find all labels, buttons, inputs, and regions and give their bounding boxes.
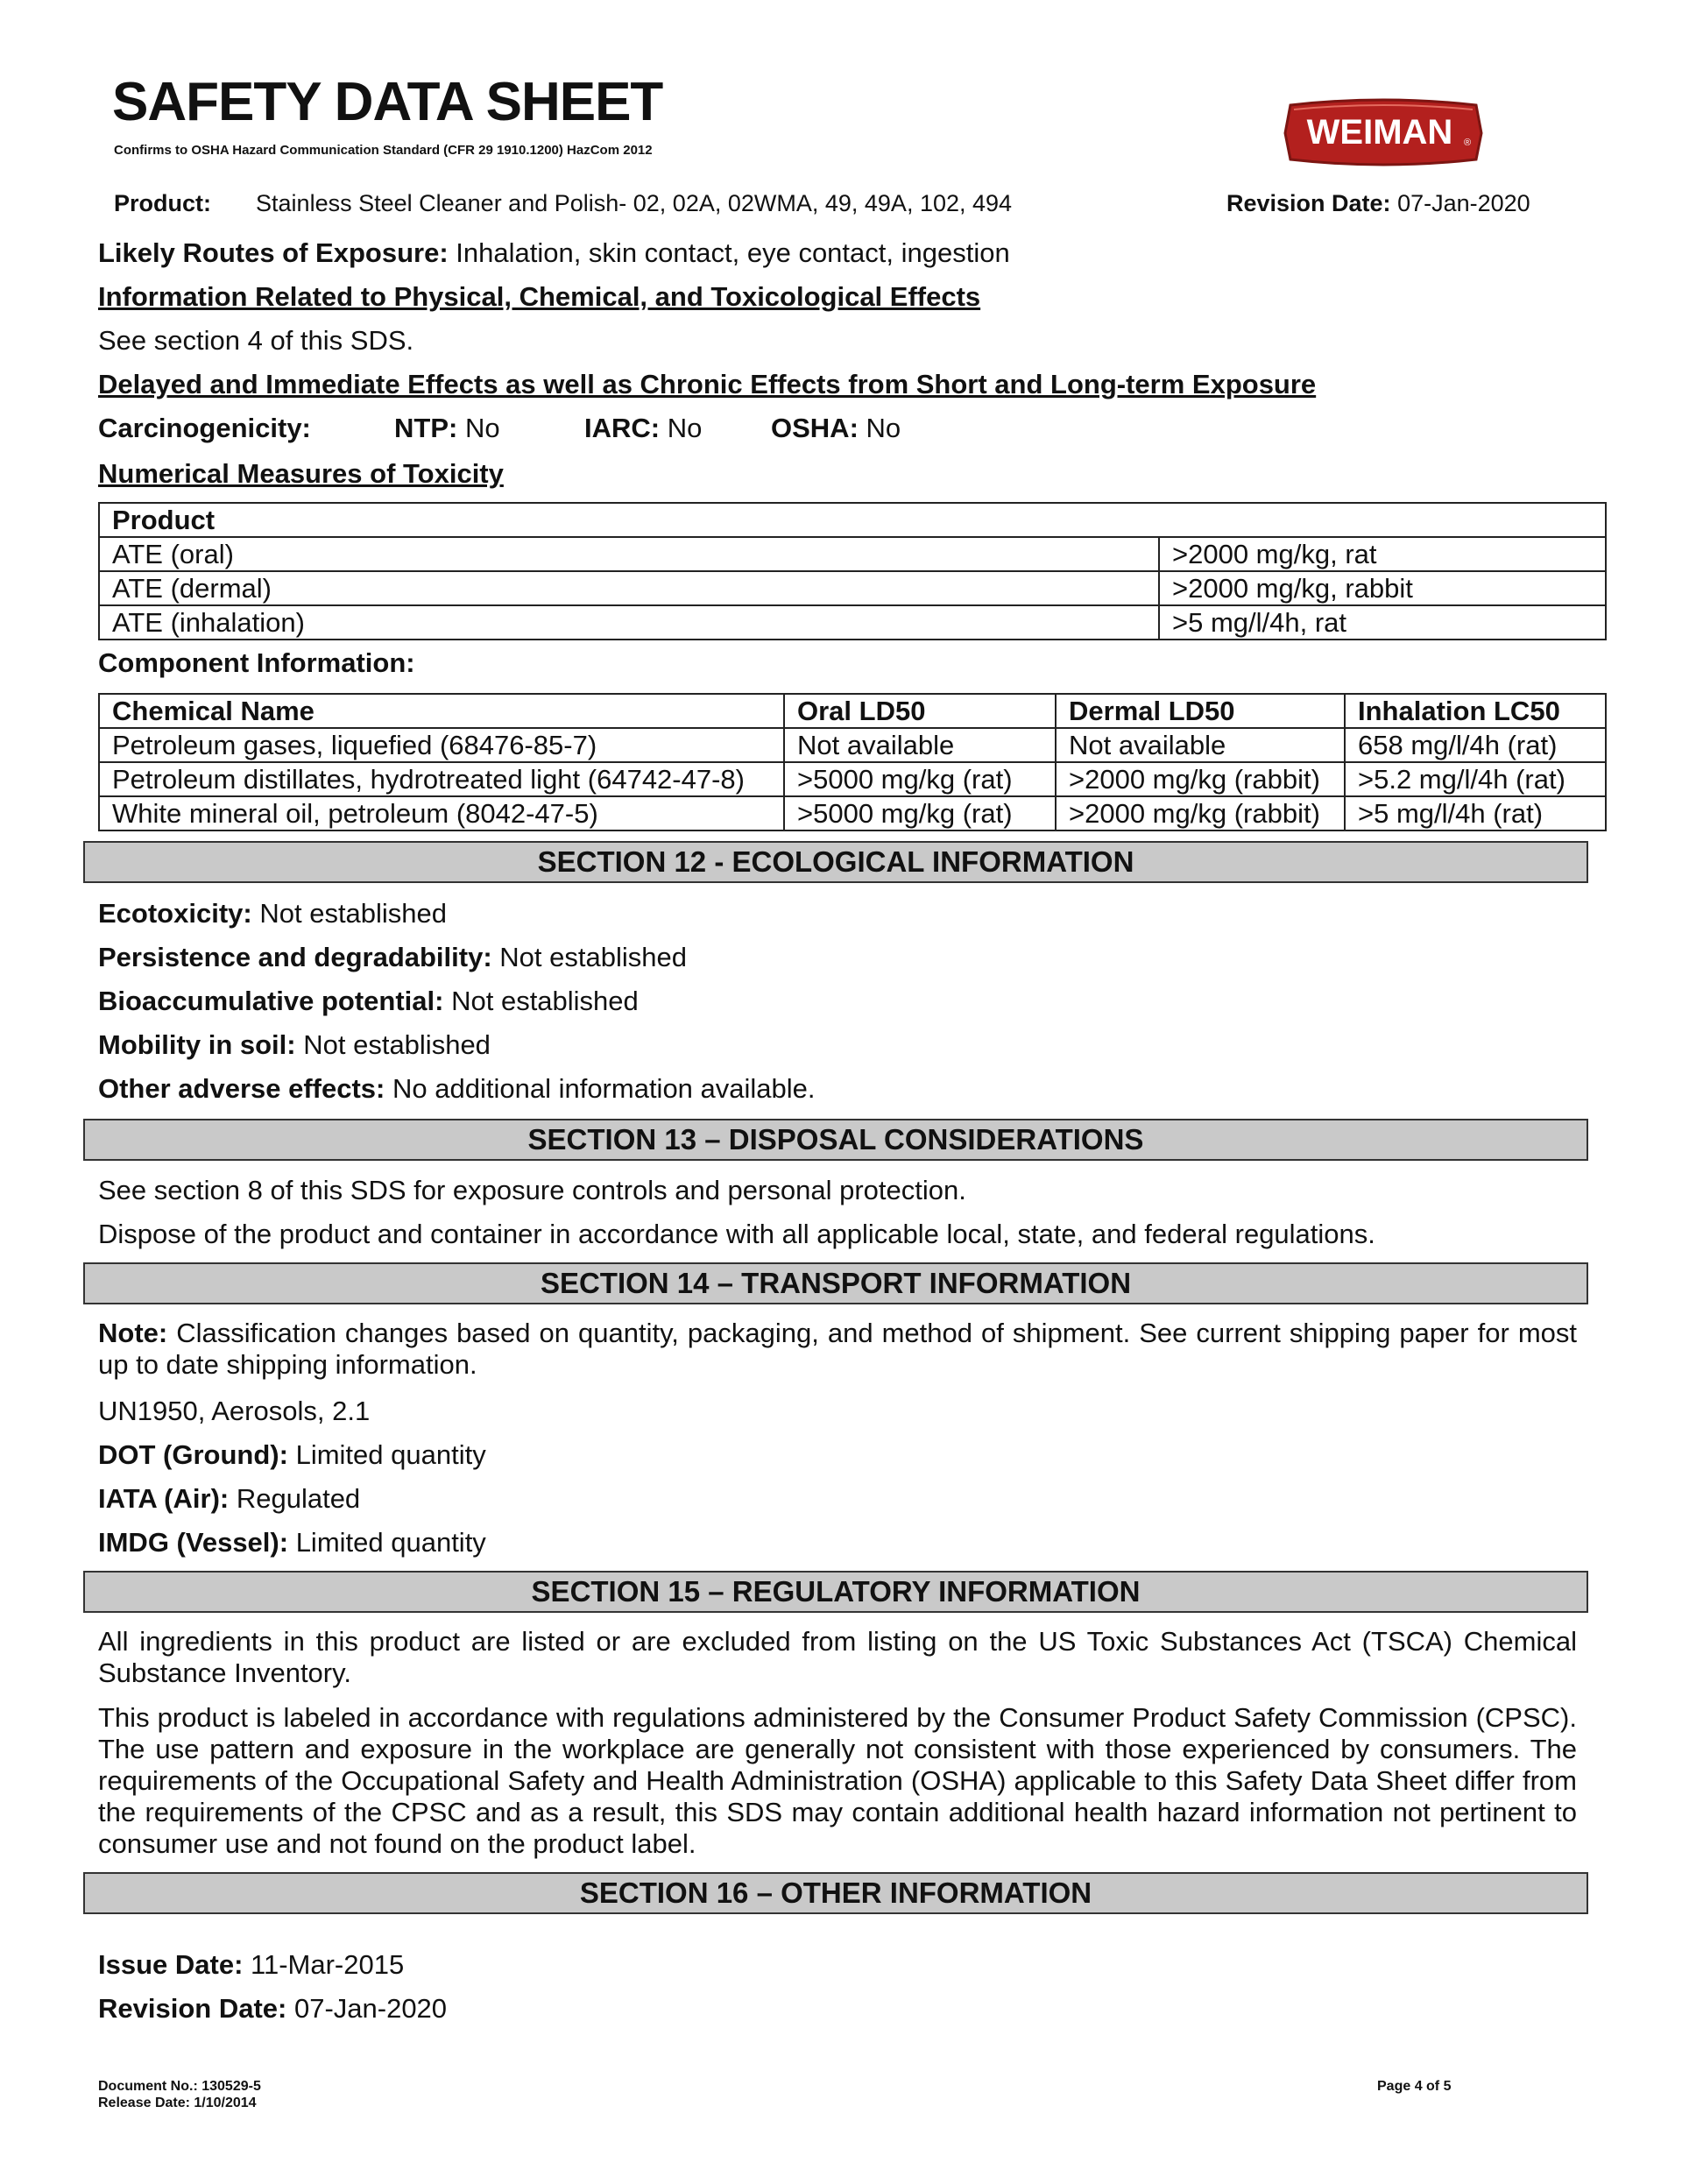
table-header-cell: Oral LD50 [784,694,1056,728]
field-label: DOT (Ground): [98,1439,288,1470]
osha-conformance-note: Confirms to OSHA Hazard Communication Standard (CFR 29 1910.1200) HazCom 2012 [114,143,653,158]
table-cell: Not available [1056,728,1345,762]
field-value: Not established [303,1029,491,1060]
effects-heading: Information Related to Physical, Chemical, and Toxicological Effects [98,281,981,312]
field-value: Regulated [236,1483,361,1514]
persistence-line [98,941,687,973]
field-value: Not established [499,942,687,972]
routes-label: Likely Routes of Exposure: [98,237,449,268]
table-row [99,503,1606,537]
delayed-effects-heading: Delayed and Immediate Effects as well as Chronic Effects from Short and Long-term Exposure [98,369,1317,399]
table-row [99,796,1606,830]
revision-date-line [98,1992,447,2025]
table-row [99,571,1606,605]
note-label: Note: [98,1318,168,1348]
disposal-line-2: Dispose of the product and container in accordance with all applicable local, state, and federal regulations. [98,1219,1375,1249]
revision-label: Revision Date: [1226,190,1391,216]
table-cell: Petroleum gases, liquefied (68476-85-7) [99,728,784,762]
field-value: Not established [259,898,448,929]
osha-label: OSHA: [771,413,859,443]
field-value: Not established [451,986,639,1016]
table-cell: 658 mg/l/4h (rat) [1345,728,1606,762]
section-13-header: SECTION 13 – DISPOSAL CONSIDERATIONS [83,1119,1588,1161]
osha-value: No [866,413,901,443]
field-label: IMDG (Vessel): [98,1527,289,1558]
dot-ground-line [98,1438,486,1471]
table-cell: White mineral oil, petroleum (8042-47-5) [99,796,784,830]
table-cell: >2000 mg/kg, rabbit [1159,571,1606,605]
table-cell: >5000 mg/kg (rat) [784,762,1056,796]
ntp-entry [394,412,500,444]
product-line [114,189,1012,217]
logo-wordmark: WEIMAN [1306,113,1453,152]
page-number: Page 4 of 5 [1377,2079,1452,2094]
field-label: Ecotoxicity: [98,898,252,929]
document-title: SAFETY DATA SHEET [112,72,663,132]
routes-of-exposure [98,237,1010,269]
field-value: No additional information available. [392,1073,816,1104]
regulatory-paragraph-2: This product is labeled in accordance with regulations administered by the Consumer Product Safety Commission (CPSC). The use pattern and exposure in the workplace are generally not consistent with those experienced by consumers. The requirements of the Occupational Safety and Health Administration (OSHA) applicable to this Safety Data Sheet differ from the requirements of the CPSC and as a result, this SDS may contain additional health hazard information not pertinent to consumer use and not found on the product label. [98,1702,1577,1859]
section-15-header: SECTION 15 – REGULATORY INFORMATION [83,1571,1588,1613]
weiman-logo [1282,98,1485,166]
osha-entry [771,412,901,444]
regulatory-paragraph-1: All ingredients in this product are listed or are excluded from listing on the US Toxic Substances Act (TSCA) Chemical Substance Inventory. [98,1626,1577,1688]
mobility-line [98,1028,491,1061]
imdg-vessel-line [98,1526,486,1558]
iata-air-line [98,1482,360,1515]
logo-registered-mark: ® [1463,138,1472,148]
release-date: Release Date: 1/10/2014 [98,2096,257,2110]
section-14-header: SECTION 14 – TRANSPORT INFORMATION [83,1262,1588,1304]
revision-date-label: Revision Date: [98,1993,287,2024]
table-header-cell: Inhalation LC50 [1345,694,1606,728]
field-value: Limited quantity [295,1527,486,1558]
table-row [99,537,1606,571]
table-cell: >2000 mg/kg (rabbit) [1056,796,1345,830]
table-row [99,605,1606,640]
ecotoxicity-line [98,897,447,929]
table-cell: ATE (dermal) [99,571,1159,605]
table-cell: Petroleum distillates, hydrotreated light (64742-47-8) [99,762,784,796]
table-cell: ATE (oral) [99,537,1159,571]
table-cell: Not available [784,728,1056,762]
table-cell: >5 mg/l/4h (rat) [1345,796,1606,830]
field-label: IATA (Air): [98,1483,230,1514]
issue-date-line [98,1948,404,1981]
adverse-effects-line [98,1072,816,1105]
table-cell: >2000 mg/kg (rabbit) [1056,762,1345,796]
component-info-label: Component Information: [98,647,415,678]
table-header-cell: Chemical Name [99,694,784,728]
carcinogenicity-label: Carcinogenicity: [98,413,311,443]
revision-value: 07-Jan-2020 [1397,190,1530,216]
routes-value: Inhalation, skin contact, eye contact, ingestion [456,237,1010,268]
table-cell: >2000 mg/kg, rat [1159,537,1606,571]
field-label: Mobility in soil: [98,1029,296,1060]
document-number: Document No.: 130529-5 [98,2079,261,2094]
issue-date-label: Issue Date: [98,1949,244,1980]
note-text: Classification changes based on quantity, packaging, and method of shipment. See current shipping paper for most up to date shipping information. [98,1318,1577,1380]
section-16-header: SECTION 16 – OTHER INFORMATION [83,1872,1588,1914]
iarc-label: IARC: [584,413,661,443]
transport-note [98,1318,1577,1381]
disposal-line-1: See section 8 of this SDS for exposure controls and personal protection. [98,1175,966,1205]
carcinogenicity-row [98,412,1062,444]
revision-line [1226,189,1530,217]
issue-date-value: 11-Mar-2015 [251,1949,405,1980]
field-label: Persistence and degradability: [98,942,492,972]
product-toxicity-table [98,502,1607,640]
table-row [99,694,1606,728]
table-header-cell: Dermal LD50 [1056,694,1345,728]
product-label: Product: [114,190,211,216]
un-number-line: UN1950, Aerosols, 2.1 [98,1396,371,1426]
field-label: Other adverse effects: [98,1073,385,1104]
bioaccumulative-line [98,985,639,1017]
table-row [99,728,1606,762]
effects-text: See section 4 of this SDS. [98,325,414,356]
iarc-entry [584,412,702,444]
ntp-value: No [464,413,500,443]
field-label: Bioaccumulative potential: [98,986,444,1016]
table-cell: >5000 mg/kg (rat) [784,796,1056,830]
table-row [99,762,1606,796]
table-header-cell: Product [99,503,1606,537]
numerical-measures-heading: Numerical Measures of Toxicity [98,458,504,489]
section-12-header: SECTION 12 - ECOLOGICAL INFORMATION [83,841,1588,883]
revision-date-value: 07-Jan-2020 [293,1993,448,2024]
component-toxicity-table [98,693,1607,831]
field-value: Limited quantity [295,1439,486,1470]
product-value: Stainless Steel Cleaner and Polish- 02, 02A, 02WMA, 49, 49A, 102, 494 [256,190,1013,216]
table-cell: >5 mg/l/4h, rat [1159,605,1606,640]
ntp-label: NTP: [394,413,458,443]
iarc-value: No [667,413,703,443]
table-cell: ATE (inhalation) [99,605,1159,640]
table-cell: >5.2 mg/l/4h (rat) [1345,762,1606,796]
